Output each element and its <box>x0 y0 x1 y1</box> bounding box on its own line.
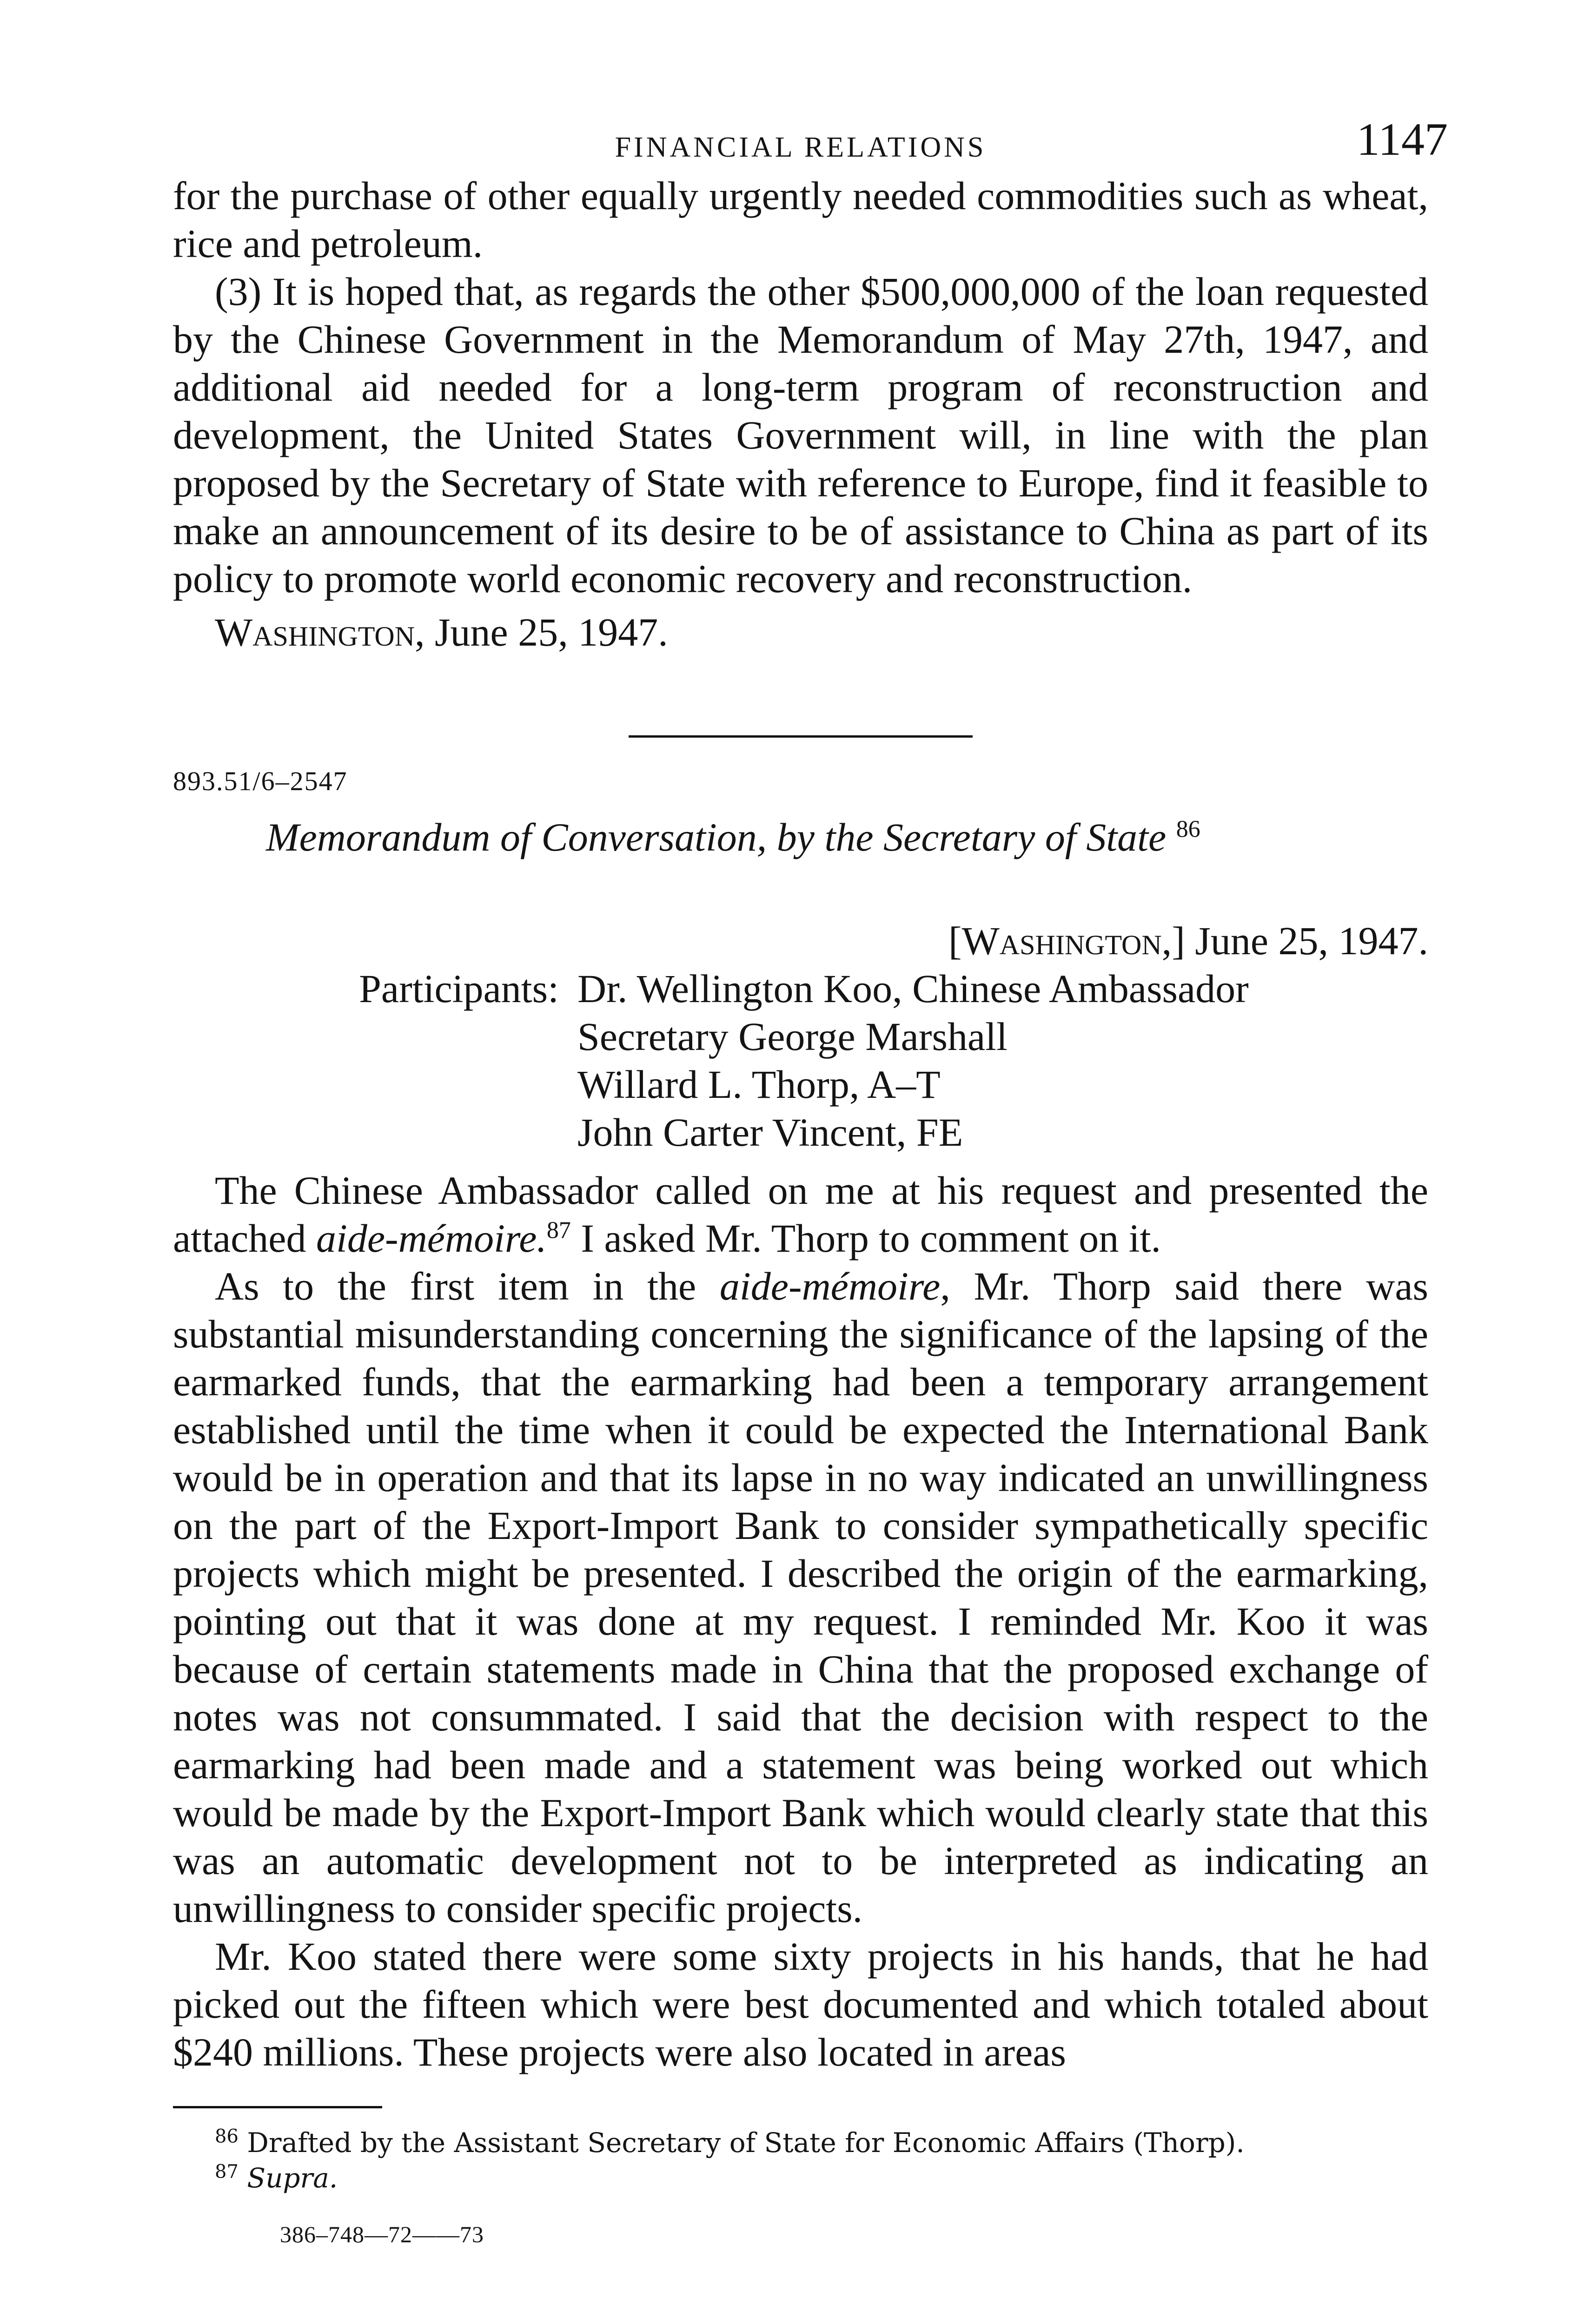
footnote-ref-86: 86 <box>1176 816 1200 843</box>
participant: Willard L. Thorp, A–T <box>577 1062 941 1107</box>
page-number: 1147 <box>1356 113 1448 165</box>
memo-date <box>173 917 1428 965</box>
footnote-number: 86 <box>215 2126 239 2147</box>
running-head <box>173 113 1448 172</box>
participant: Dr. Wellington Koo, Chinese Ambassador <box>577 966 1249 1011</box>
body-paragraph-2 <box>173 1262 1428 1933</box>
memo-date-rest: ] June 25, 1947. <box>1172 918 1428 963</box>
body-paragraph-1-text: The Chinese Ambassador called on me at his request and presented the attached <box>173 1168 1428 1261</box>
paragraph-continued: for the purchase of other equally urgently needed commodities such as wheat, rice and petroleum. <box>173 173 1428 266</box>
document-page <box>173 113 1448 2248</box>
body-paragraph-1 <box>173 1167 1428 1262</box>
aide-memoire-term: aide-mémoire <box>719 1264 941 1308</box>
body-paragraph-2-text-end: , Mr. Thorp said there was substantial misunderstanding concerning the significance of the lapsing of the earmarked funds, that the earmarking had been a temporary arrangement established until the time when it could be expected the International Bank would be in operation and that its lapse in no way indicated an unwillingness on the part of the Export-Import Bank to consider sympathetically specific projects which might be presented. I described the origin of the earmarking, pointing out that it was done at my request. I reminded Mr. Koo it was because of certain statements made in China that the proposed exchange of notes was not consummated. I said that the decision with respect to the earmarking had been made and a statement was being worked out which would be made by the Export-Import Bank which would clearly state that this was an automatic development not to be interpreted as indicating an unwillingness to consider specific projects. <box>173 1264 1429 1931</box>
document-title-text: Memorandum of Conversation, by the Secretary of State <box>266 815 1167 859</box>
dateline-place: Washington, <box>215 610 425 654</box>
file-number: 893.51/6–2547 <box>173 766 348 796</box>
running-title: FINANCIAL RELATIONS <box>615 132 987 163</box>
dateline <box>215 608 1428 656</box>
footnote-number: 87 <box>215 2161 239 2183</box>
footnote-text: Supra. <box>247 2162 338 2194</box>
memo-date-open: [ <box>948 918 962 963</box>
footnote-divider <box>173 2106 382 2108</box>
participants-list <box>577 965 1249 1156</box>
dateline-date: June 25, 1947. <box>435 610 668 654</box>
paragraph-point-3: (3) It is hoped that, as regards the other $500,000,000 of the loan requested by the Chinese Government in the Memorandum of May 27th, 1947, and additional aid needed for a long-term program of reconstruction and development, the United States Government will, in line with the plan proposed by the Secretary of State with reference to Europe, find it feasible to make an announcement of its desire to be of assistance to China as part of its policy to promote world economic recovery and reconstruction. <box>173 269 1428 601</box>
section-divider <box>629 735 973 738</box>
body-paragraph-1-text-end: I asked Mr. Thorp to comment on it. <box>570 1216 1161 1261</box>
document-title <box>266 813 1428 861</box>
participant: Secretary George Marshall <box>577 1014 1008 1059</box>
footnote-ref-87: 87 <box>546 1217 571 1244</box>
footnote-86 <box>215 2125 1428 2160</box>
print-code: 386–748—72——73 <box>280 2221 484 2247</box>
participants-block <box>173 965 1428 1156</box>
participant: John Carter Vincent, FE <box>577 1110 963 1155</box>
participants-label: Participants: <box>359 966 559 1011</box>
body-paragraph-3: Mr. Koo stated there were some sixty projects in his hands, that he had picked out the fifteen which were best documented and which totaled about $240 millions. These projects were also located in areas <box>173 1934 1428 2074</box>
footnote-text: Drafted by the Assistant Secretary of State for Economic Affairs (Thorp). <box>247 2127 1245 2159</box>
footnote-87 <box>215 2160 1428 2196</box>
aide-memoire-term: aide-mémoire. <box>316 1216 547 1261</box>
memo-date-place: Washington, <box>961 918 1172 963</box>
body-paragraph-2-text: As to the first item in the <box>215 1264 720 1308</box>
